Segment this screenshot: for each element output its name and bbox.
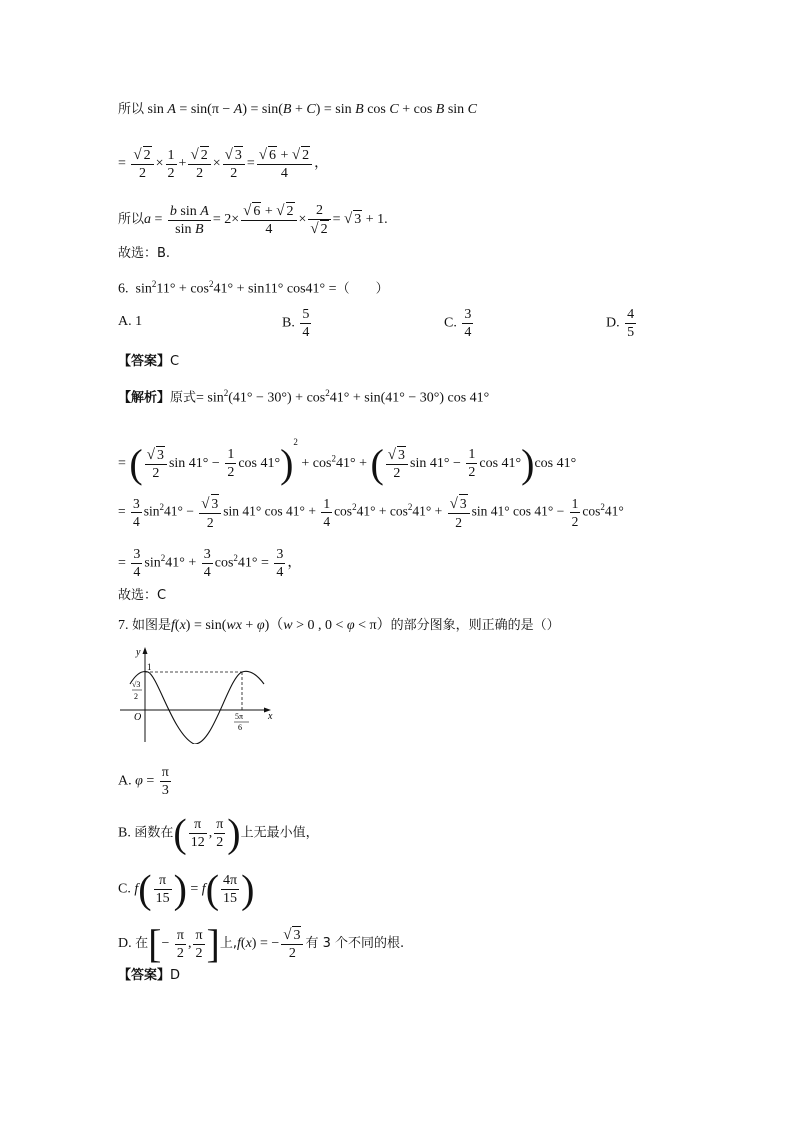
q7-answer-label: 【答案】 (118, 968, 171, 983)
q6-choose: 故选：C (118, 588, 167, 603)
q7-answer-value: D (170, 968, 181, 983)
prev-solution-line-2: = $\frac{√ 2}{2}$ × $\frac{1}{2}$ + $\frac{√ 2}{2}$ × $\frac{√ 3}{2}$ = $\frac{√ 6 + √ 2}{4}$ ， (118, 147, 329, 181)
prev-so2-text: 所以 (118, 212, 145, 228)
q6-number: 6. (118, 281, 129, 297)
q7-option-a[interactable]: A. φ = $\frac{\pi}{3}$ (118, 765, 169, 798)
sine-curve (130, 671, 264, 744)
graph-y-intercept-num: √3 (132, 680, 141, 689)
q6-answer-value: C (170, 354, 180, 369)
q7-option-b[interactable]: B. 函数在( $\frac{\pi}{12}$ , $\frac{\pi}{2}$ )上无最小值， (118, 810, 319, 856)
graph-max-label: 1 (147, 662, 152, 672)
q7-option-d[interactable]: D. 在[− $\frac{\pi}{2}$ , $\frac{\pi}{2}$ ]上,f(x) = − $\frac{√ 3}{2}$ 有 3 个不同的根. (118, 921, 405, 966)
q6-option-a[interactable]: A. 1 (118, 314, 143, 329)
q6-option-c[interactable]: C. $\frac{3}{4}$ (444, 307, 472, 340)
q6-stem: 6. $\sin^211^\circ + \cos^241^\circ + \sin 11^\circ$ cos41° =（ ） (118, 279, 389, 297)
q6-answer-label: 【答案】 (118, 354, 171, 369)
y-axis-arrow (143, 647, 148, 654)
q6-paren: （ ） (336, 281, 389, 297)
q6-analysis-lead: 原式 (170, 390, 197, 406)
q7-number: 7. (118, 618, 129, 633)
graph-x-mark-num: 5π (235, 712, 244, 721)
q6-analysis-line-3: = $\frac{3}{4}$ $\sin^241^\circ$ − $\frac{√ 3}{2}$ sin 41° cos 41° + $\frac{1}{4}$ $\cos^241^\circ + \cos^241^\circ$ + $\frac{√ 3}{2}$ sin 41° cos 41° − $\frac{1}{2}$ $\cos^241^\circ$ (118, 496, 624, 530)
q7-stem: 7. 如图是f(x) = sin(wx + φ)（w > 0 , 0 < φ < π）的部分图象，则正确的是（） (118, 618, 560, 633)
q6-option-b[interactable]: B. $\frac{5}{4}$ (282, 307, 310, 340)
prev-so-text: 所以 (118, 102, 145, 117)
q7-stem-lead: 如图是 (132, 618, 172, 633)
q6-analysis-line-4: = $\frac{3}{4}$ $\sin^241^\circ$ + $\frac{3}{4}$ $\cos^241^\circ$ = $\frac{3}{4}$ ， (118, 547, 302, 580)
graph-y-label: y (136, 647, 141, 658)
graph-x-label: x (268, 711, 273, 722)
q7-option-c[interactable]: C. f( $\frac{\pi}{15}$ ) = f( $\frac{4\pi}{15}$ ) (118, 866, 255, 912)
q6-answer (118, 353, 179, 371)
prev-solution-line-1: 所以 sin A = sin(π − A) = sin(B + C) = sin B cos C + cos B sin C (118, 102, 478, 117)
graph-y-intercept-den: 2 (134, 692, 138, 701)
q7-answer (118, 967, 180, 985)
q6-analysis-label: 【解析】 (118, 390, 171, 406)
q6-analysis-line-2: = ( $\frac{√ 3}{2}$ sin 41° − $\frac{1}{2}$ $\cos 41^\circ)^2 + \cos^241^\circ$ + ( $\frac{√ 3}{2}$ sin 41° − $\frac{1}{2}$ cos 41°)cos 41° (118, 437, 577, 486)
q7-stem-tail: 的部分图象，则正确的是（） (390, 618, 560, 633)
graph-x-mark-den: 6 (238, 723, 242, 732)
prev-choose: 故选：B. (118, 246, 171, 261)
q6-analysis-line-1: 【解析】原式= $\sin^2(41^\circ - 30^\circ) + \cos^241^\circ + \sin(41^\circ - 30^\circ)$ cos 41° (118, 388, 490, 406)
q6-option-d[interactable]: D. $\frac{4}{5}$ (606, 307, 635, 340)
q7-graph (118, 644, 278, 744)
prev-solution-line-3: 所以a = $\frac{\text{b sin A}}{\text{sin B}}$ = 2× $\frac{√ 6 + √ 2}{4}$ × $\frac{2}{√ 2}$ = √ 3 + 1. (118, 203, 388, 237)
graph-origin: O (134, 712, 142, 723)
